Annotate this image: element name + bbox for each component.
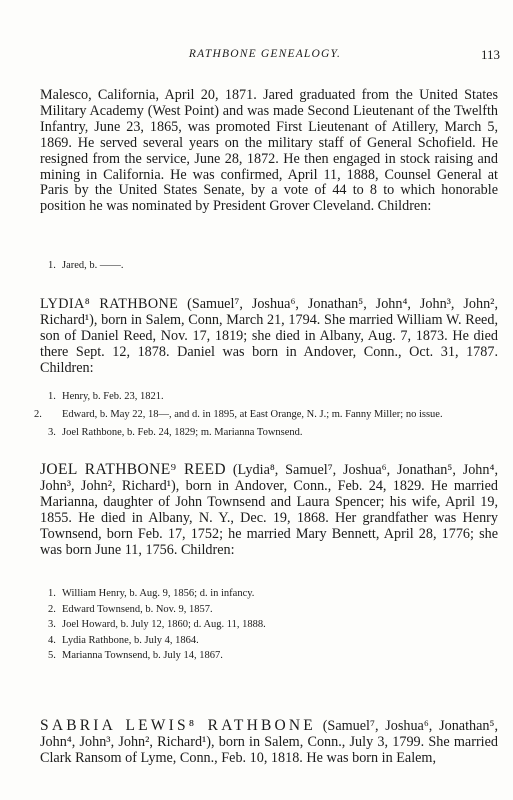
children-list-jared xyxy=(48,258,500,274)
list-item xyxy=(48,258,500,274)
list-item xyxy=(34,408,500,422)
paragraph-joel-text: (Lydia⁸, Samuel⁷, Joshua⁶, Jonathan⁵, John⁴, John³, John², Richard¹), born in Andover, Conn., Feb. 24, 1829. He married Marianna, daughter of John Townsend and Laura Spencer; his wife, April 19, 1855. He died in Albany, N. Y., Dec. 19, 1868. Her grandfather was Henry Townsend, born Feb. 17, 1752; he married Mary Bennett, April 28, 1776; she was born June 11, 1756. Children: xyxy=(40,462,498,558)
paragraph-sabria-text: (Samuel⁷, Joshua⁶, Jonathan⁵, John⁴, John³, John², Richard¹), born in Salem, Conn., July 3, 1799. She married Clark Ransom of Lyme, Conn., Feb. 10, 1818. He was born in Ealem, xyxy=(40,718,499,766)
list-item-number: 4. xyxy=(48,634,56,646)
list-item-number: 1. xyxy=(48,260,56,271)
list-item xyxy=(48,602,500,618)
running-title: RATHBONE GENEALOGY. xyxy=(188,48,342,60)
person-heading-joel: JOEL RATHBONE⁹ REED xyxy=(40,461,227,478)
list-item-text: Marianna Townsend, b. July 14, 1867. xyxy=(62,650,223,661)
children-list-lydia xyxy=(34,389,500,441)
list-item xyxy=(48,648,500,664)
list-item xyxy=(48,586,500,602)
paragraph-lydia-rathbone xyxy=(40,297,498,377)
person-heading-lydia: LYDIA⁸ RATHBONE xyxy=(40,296,179,312)
paragraph-jared-continued: Malesco, California, April 20, 1871. Jared graduated from the United States Military Academy (West Point) and was made Second Lieutenant of the Twelfth Infantry, June 23, 1865, was promoted First Lieutenant of Atillery, March 5, 1869. He served several years on the military staff of General Schofield. He resigned from the service, June 28, 1872. He then engaged in stock raising and mining in California. He was confirmed, April 11, 1888, Counsel General at Paris by the United States Senate, by a vote of 44 to 8 to which honorable position he was nominated by President Grover Cleveland. Children: xyxy=(40,87,498,215)
list-item-number: 2. xyxy=(34,408,42,420)
list-item-number: 5. xyxy=(48,650,56,661)
list-item-number: 2. xyxy=(48,603,56,615)
list-item-text: Henry, b. Feb. 23, 1821. xyxy=(62,391,164,402)
paragraph-lydia-text: (Samuel⁷, Joshua⁶, Jonathan⁵, John⁴, John³, John², Richard¹), born in Salem, Conn, March 21, 1794. She married William W. Reed, son of Daniel Reed, Nov. 17, 1819; she died in Albany, Aug. 7, 1873. He died there Sept. 12, 1878. Daniel was born in Andover, Conn., Oct. 31, 1787. Children: xyxy=(40,296,498,376)
list-item-text: Joel Rathbone, b. Feb. 24, 1829; m. Marianna Townsend. xyxy=(62,427,303,438)
list-item xyxy=(48,633,500,649)
list-item-number: 3. xyxy=(48,619,56,630)
list-item xyxy=(48,389,500,405)
list-item-text: Edward, b. May 22, 18—, and d. in 1895, at East Orange, N. J.; m. Fanny Miller; no issue. xyxy=(62,408,443,420)
list-item-text: Lydia Rathbone, b. July 4, 1864. xyxy=(62,634,199,646)
list-item-number: 1. xyxy=(48,391,56,402)
page-header xyxy=(30,48,500,68)
list-item xyxy=(48,617,500,633)
list-item-number: 3. xyxy=(48,427,56,438)
list-item-number: 1. xyxy=(48,588,56,599)
children-list-joel xyxy=(48,586,500,664)
paragraph-sabria-lewis-rathbone xyxy=(40,718,498,767)
person-heading-sabria: SABRIA LEWIS⁸ RATHBONE xyxy=(40,717,316,734)
page-number: 113 xyxy=(480,47,500,62)
list-item-text: Joel Howard, b. July 12, 1860; d. Aug. 11, 1888. xyxy=(62,619,266,630)
paragraph-joel-rathbone-reed xyxy=(40,462,498,558)
list-item xyxy=(48,425,500,441)
list-item-text: William Henry, b. Aug. 9, 1856; d. in infancy. xyxy=(62,588,255,599)
list-item-text: Jared, b. ——. xyxy=(62,260,124,271)
list-item-text: Edward Townsend, b. Nov. 9, 1857. xyxy=(62,603,213,615)
